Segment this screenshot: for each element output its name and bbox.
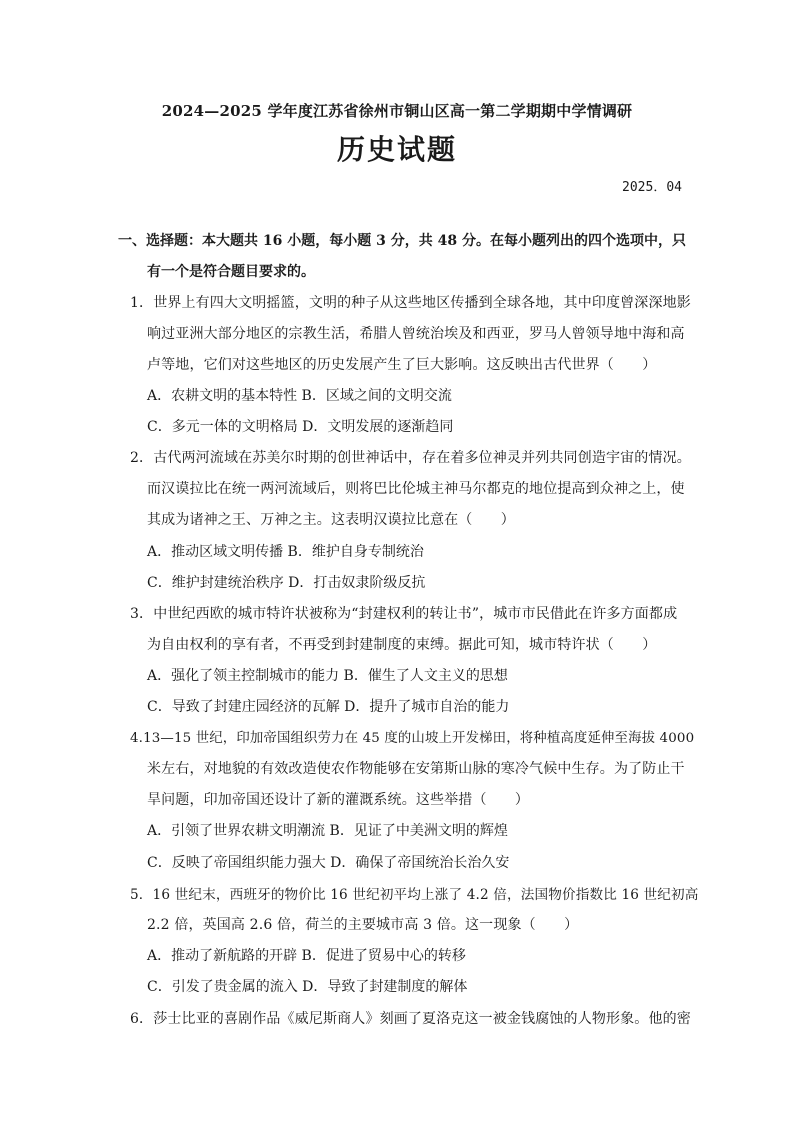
question-3-line-2: 为自由权利的享有者，不再受到封建制度的束缚。据此可知，城市特许状（ ） [147,637,657,653]
section-heading-line-2: 有一个是符合题目要求的。 [147,264,315,280]
exam-date: 2025．04 [622,180,682,195]
question-5-line-2: 2.2 倍，英国高 2.6 倍，荷兰的主要城市高 3 倍。这一现象（ ） [147,917,579,933]
question-5-options-cd: C．引发了贵金属的流入 D．导致了封建制度的解体 [147,979,468,995]
question-5-options-ab: A．推动了新航路的开辟 B．促进了贸易中心的转移 [147,948,466,964]
question-3-line-1: 3．中世纪西欧的城市特许状被称为“封建权利的转让书”，城市市民借此在许多方面都成 [130,606,678,622]
question-2-line-3: 其成为诸神之王、万神之主。这表明汉谟拉比意在（ ） [147,512,515,528]
question-1-options-cd: C．多元一体的文明格局 D．文明发展的逐渐趋同 [147,419,454,435]
question-4-line-3: 旱问题，印加帝国还设计了新的灌溉系统。这些举措（ ） [147,792,530,808]
question-1-line-3: 卢等地，它们对这些地区的历史发展产生了巨大影响。这反映出古代世界（ ） [147,357,657,373]
question-2-line-1: 2．古代两河流域在苏美尔时期的创世神话中，存在着多位神灵并列共同创造宇宙的情况。 [130,450,691,466]
section-heading-line-1: 一、选择题：本大题共 16 小题，每小题 3 分，共 48 分。在每小题列出的四个选项中，只 [118,233,686,249]
question-1-line-2: 响过亚洲大部分地区的宗教生活，希腊人曾统治埃及和西亚，罗马人曾领导地中海和高 [147,326,685,342]
question-2-options-cd: C．维护封建统治秩序 D．打击奴隶阶级反抗 [147,575,426,591]
question-4-line-1: 4.13—15 世纪，印加帝国组织劳力在 45 度的山坡上开发梯田，将种植高度延伸至海拔 4000 [130,731,695,746]
question-2-line-2: 而汉谟拉比在统一两河流域后，则将巴比伦城主神马尔都克的地位提高到众神之上，使 [147,481,685,497]
question-2-options-ab: A．推动区域文明传播 B．维护自身专制统治 [147,544,424,560]
exam-title: 历史试题 [336,133,457,166]
question-5-line-1: 5．16 世纪末，西班牙的物价比 16 世纪初平均上涨了 4.2 倍，法国物价指数比 16 世纪初高 [130,887,699,903]
question-4-options-cd: C．反映了帝国组织能力强大 D．确保了帝国统治长治久安 [147,855,510,871]
question-4-line-2: 米左右，对地貌的有效改造使农作物能够在安第斯山脉的寒冷气候中生存。为了防止干 [147,761,685,777]
exam-subtitle: 2024—2025 学年度江苏省徐州市铜山区高一第二学期期中学情调研 [161,102,633,120]
question-1-line-1: 1．世界上有四大文明摇篮，文明的种子从这些地区传播到全球各地，其中印度曾深深地影 [130,295,691,311]
question-6-line-1: 6．莎士比亚的喜剧作品《威尼斯商人》刻画了夏洛克这一被金钱腐蚀的人物形象。他的密 [130,1011,691,1027]
question-1-options-ab: A．农耕文明的基本特性 B．区域之间的文明交流 [147,388,452,404]
question-3-options-cd: C．导致了封建庄园经济的瓦解 D．提升了城市自治的能力 [147,699,510,715]
question-3-options-ab: A．强化了领主控制城市的能力 B．催生了人文主义的思想 [147,668,508,684]
question-4-options-ab: A．引领了世界农耕文明潮流 B．见证了中美洲文明的辉煌 [147,823,508,839]
